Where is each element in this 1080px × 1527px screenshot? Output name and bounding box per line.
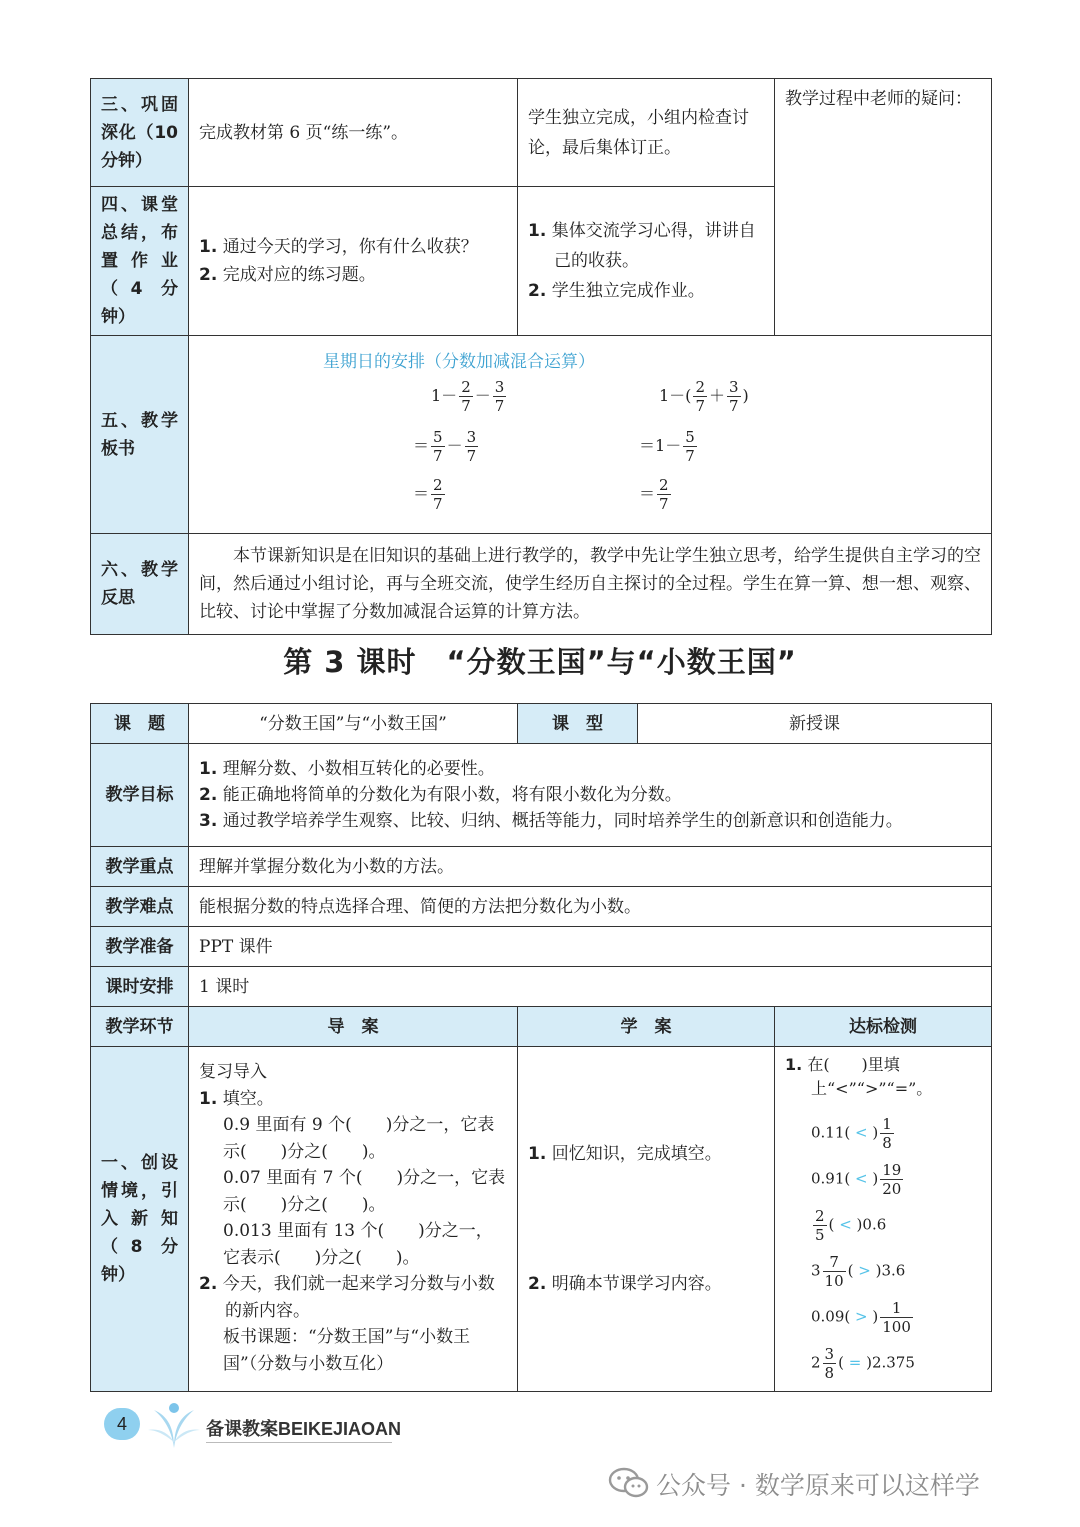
study-cell — [518, 1047, 775, 1392]
compare-item: 0.11( < ) $\frac{1}{8}$ — [811, 1115, 892, 1152]
stage-cell: 三、巩固深化（10分钟） — [91, 79, 189, 187]
reflection-cell: 本节课新知识是在旧知识的基础上进行教学的，教学中先让学生独立思考，给学生提供自主学习的空间，然后通过小组讨论，再与全班交流，使学生经历自主探讨的全过程。学生在算一算、想一想、观察、比较、讨论中掌握了分数加减混合运算的计算方法。 — [189, 534, 992, 635]
study-cell — [518, 187, 775, 336]
board-right-line1: 1－( $\frac{2}{7}$ ＋ $\frac{3}{7}$ ) — [659, 378, 749, 415]
difficulty-label: 教学难点 — [91, 887, 189, 927]
prep-value: PPT 课件 — [189, 927, 992, 967]
fill-item: 0.07 里面有 7 个( )分之一，它表示( )分之( )。 — [223, 1168, 506, 1215]
key-value: 理解并掌握分数化为小数的方法。 — [189, 847, 992, 887]
list-item: 2. 今天，我们就一起来学习分数与小数的新内容。 — [199, 1274, 495, 1321]
goals-label: 教学目标 — [91, 744, 189, 847]
compare-item: 0.91( < ) $\frac{19}{20}$ — [811, 1161, 902, 1198]
time-value: 1 课时 — [189, 967, 992, 1007]
guide-intro: 复习导入 — [199, 1062, 267, 1082]
board-topic-note: 板书课题：“分数王国”与“小数王国”（分数与小数互化） — [223, 1327, 471, 1374]
teacher-questions-cell: 教学过程中老师的疑问： — [775, 79, 992, 336]
list-item: 2. 明确本节课学习内容。 — [528, 1274, 722, 1294]
lower-lesson-table — [90, 703, 992, 1392]
board-title: 星期日的安排（分数加减混合运算） — [323, 352, 595, 372]
guide-cell — [189, 1047, 518, 1392]
type-value: 新授课 — [638, 704, 992, 744]
guide-cell: 完成教材第 6 页“练一练”。 — [189, 79, 518, 187]
list-item: 1. 通过今天的学习，你有什么收获？ — [199, 237, 478, 257]
compare-item: 3 $\frac{7}{10}$ ( > )3.6 — [811, 1253, 906, 1290]
list-item: 2. 学生独立完成作业。 — [528, 281, 705, 301]
fill-item: 0.013 里面有 13 个( )分之一，它表示( )分之( )。 — [223, 1221, 493, 1268]
key-label: 教学重点 — [91, 847, 189, 887]
brand-logo-icon — [146, 1398, 202, 1452]
goals-cell — [189, 744, 992, 847]
header-study: 学 案 — [518, 1007, 775, 1047]
wechat-icon — [608, 1466, 650, 1500]
board-left-line1: 1－ $\frac{2}{7}$ － $\frac{3}{7}$ — [431, 378, 505, 415]
time-label: 课时安排 — [91, 967, 189, 1007]
type-label: 课 型 — [518, 704, 638, 744]
list-item: 1. 填空。 — [199, 1088, 274, 1109]
page-number: 4 — [116, 1414, 127, 1434]
blackboard-cell — [189, 336, 992, 534]
upper-lesson-table — [90, 78, 992, 635]
brand-name: 备课教案BEIKEJIAOAN — [206, 1419, 402, 1439]
board-right-line2: ＝1－ $\frac{5}{7}$ — [639, 428, 695, 465]
topic-label: 课 题 — [91, 704, 189, 744]
header-check: 达标检测 — [775, 1007, 992, 1047]
difficulty-value: 能根据分数的特点选择合理、简便的方法把分数化为小数。 — [189, 887, 992, 927]
compare-item: $\frac{2}{5}$ ( < )0.6 — [815, 1207, 887, 1244]
stage-cell: 四、课堂总结，布置作业（4 分钟） — [91, 187, 189, 336]
footer-rule — [206, 1442, 392, 1443]
fill-item: 0.9 里面有 9 个( )分之一，它表示( )分之( )。 — [223, 1115, 495, 1162]
stage-cell: 五、教学板书 — [91, 336, 189, 534]
wechat-account: 公众号 · 数学原来可以这样学 — [656, 1471, 980, 1500]
study-cell: 学生独立完成，小组内检查讨论，最后集体订正。 — [518, 79, 775, 187]
lesson-title: 第 3 课时 “分数王国”与“小数王国” — [283, 645, 797, 679]
list-item: 2. 完成对应的练习题。 — [199, 265, 376, 285]
compare-item: 2 $\frac{3}{8}$ ( = )2.375 — [811, 1345, 915, 1382]
list-item: 1. 集体交流学习心得，讲讲自己的收获。 — [528, 221, 756, 271]
board-left-line3: ＝ $\frac{2}{7}$ — [413, 476, 443, 513]
check-question: 1. 在( )里填上“<”“>”“=”。 — [785, 1055, 933, 1098]
topic-value: “分数王国”与“小数王国” — [189, 704, 518, 744]
list-item: 3. 通过教学培养学生观察、比较、归纳、概括等能力，同时培养学生的创新意识和创造能力。 — [199, 811, 903, 831]
list-item: 2. 能正确地将简单的分数化为有限小数，将有限小数化为分数。 — [199, 785, 682, 805]
stage-cell: 六、教学反思 — [91, 534, 189, 635]
page-number-badge — [104, 1408, 140, 1440]
header-guide: 导 案 — [189, 1007, 518, 1047]
board-left-line2: ＝ $\frac{5}{7}$ － $\frac{3}{7}$ — [413, 428, 477, 465]
compare-item: 0.09( > ) $\frac{1}{100}$ — [811, 1299, 911, 1336]
check-cell — [775, 1047, 992, 1392]
stage-cell: 一、创设情境，引入新知（8 分钟） — [91, 1047, 189, 1392]
prep-label: 教学准备 — [91, 927, 189, 967]
board-right-line3: ＝ $\frac{2}{7}$ — [639, 476, 669, 513]
list-item: 1. 理解分数、小数相互转化的必要性。 — [199, 759, 495, 779]
list-item: 1. 回忆知识，完成填空。 — [528, 1144, 722, 1164]
header-stage: 教学环节 — [91, 1007, 189, 1047]
guide-cell — [189, 187, 518, 336]
